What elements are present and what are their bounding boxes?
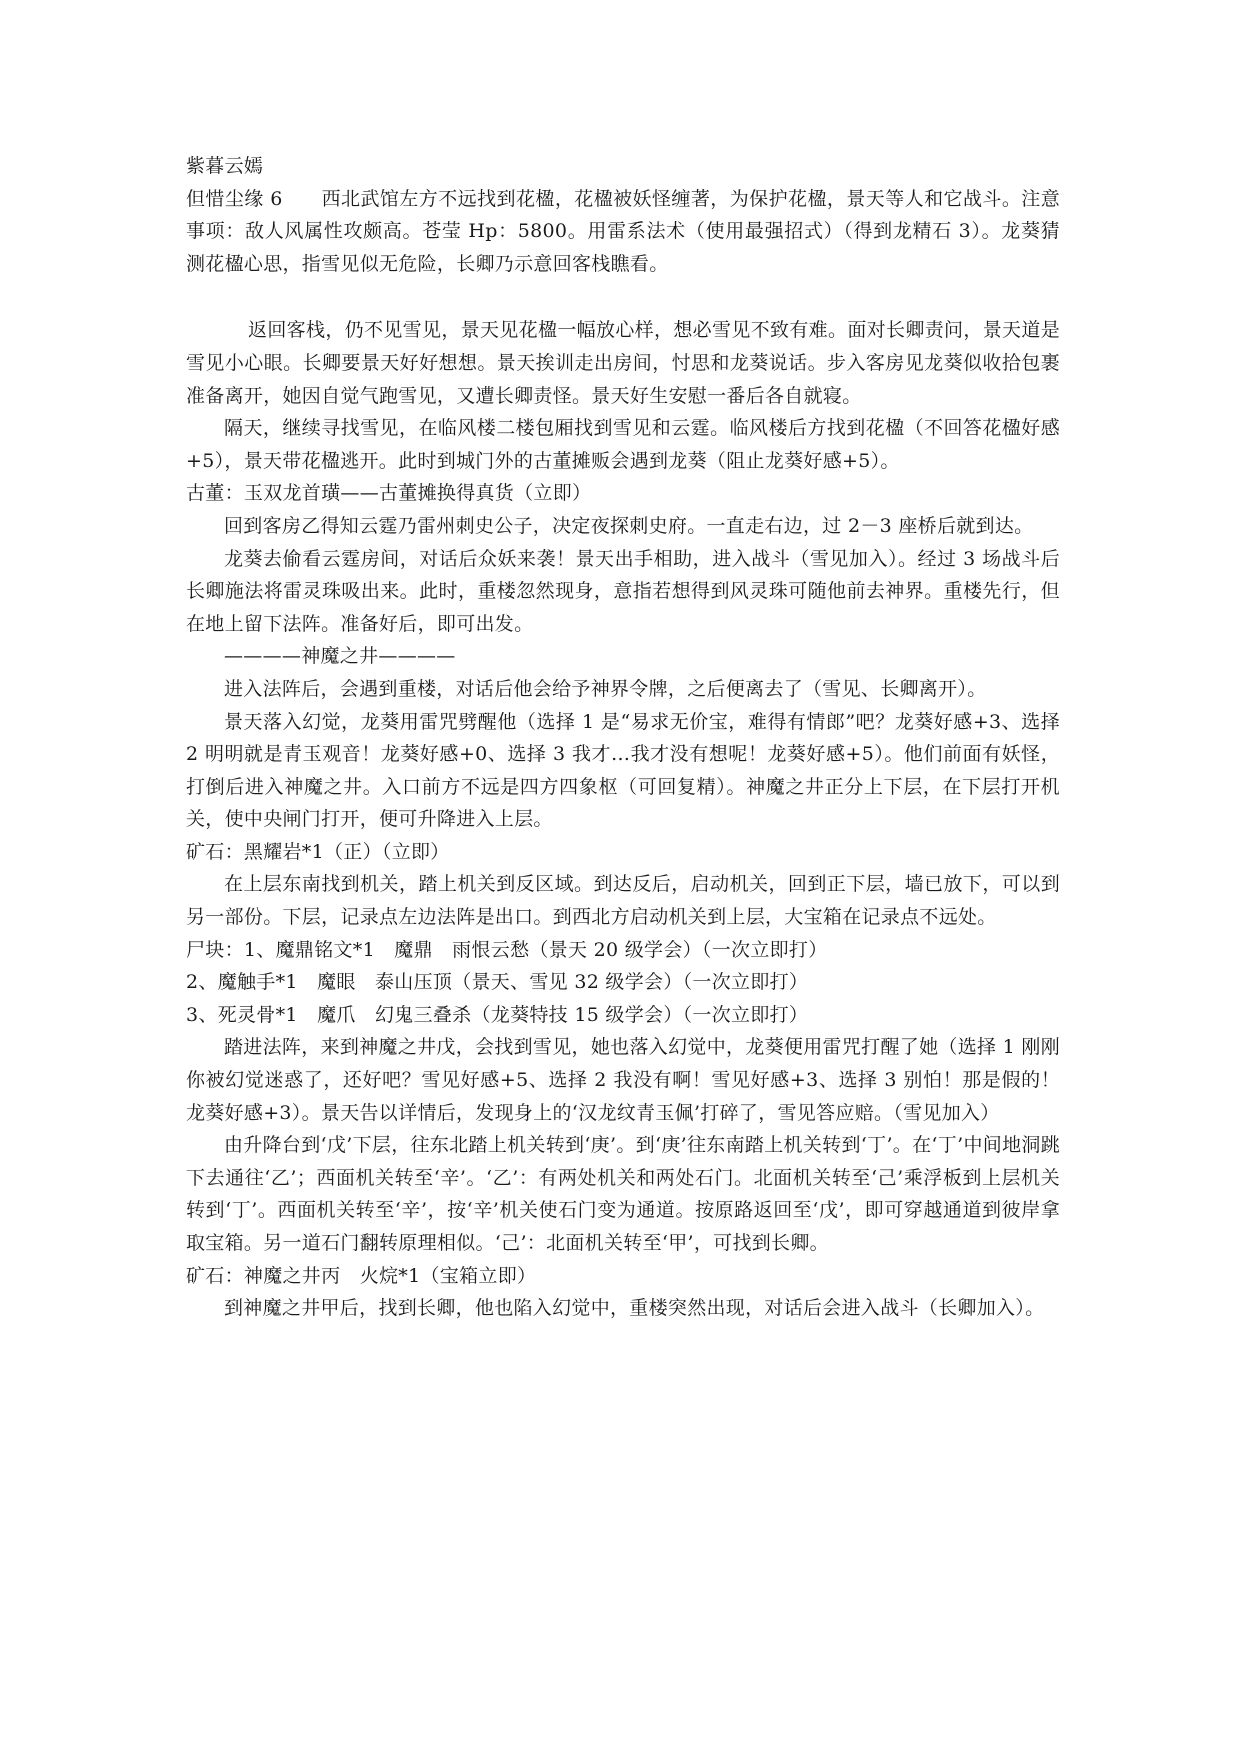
paragraph: 但惜尘缘 6 西北武馆左方不远找到花楹，花楹被妖怪缠著，为保护花楹，景天等人和它战斗。注意事项：敌人风属性攻颇高。苍莹 Hp：5800。用雷系法术（使用最强招式）（得到龙精石 3）。龙葵猜测花楹心思，指雪见似无危险，长卿乃示意回客栈瞧看。 bbox=[186, 187, 1060, 275]
paragraph: 返回客栈，仍不见雪见，景天见花楹一幅放心样，想必雪见不致有难。面对长卿责问，景天道是雪见小心眼。长卿要景天好好想想。景天挨训走出房间，忖思和龙葵说话。步入客房见龙葵似收拾包裹准备离开，她因自觉气跑雪见，又遭长卿责怪。景天好生安慰一番后各自就寝。 bbox=[186, 319, 1060, 407]
paragraph: 回到客房乙得知云霆乃雷州刺史公子，决定夜探刺史府。一直走右边，过 2－3 座桥后就到达。 bbox=[224, 514, 1034, 537]
paragraph: 踏进法阵，来到神魔之井戊，会找到雪见，她也落入幻觉中，龙葵便用雷咒打醒了她（选择 1 刚刚你被幻觉迷惑了，还好吧？雪见好感+5、选择 2 我没有啊！雪见好感+3、选择 3 别怕！那是假的！龙葵好感+3）。景天告以详情后，发现身上的‘汉龙纹青玉佩’打碎了，雪见答应赔。（雪见加入） bbox=[186, 1036, 1060, 1124]
section-heading: ————神魔之井———— bbox=[224, 645, 456, 668]
item-note: 矿石：神魔之井丙 火烷*1（宝箱立即） bbox=[186, 1264, 537, 1287]
item-note: 矿石：黑耀岩*1（正）（立即） bbox=[186, 840, 450, 863]
paragraph: 到神魔之井甲后，找到长卿，他也陷入幻觉中，重楼突然出现，对话后会进入战斗（长卿加入）。 bbox=[224, 1297, 1045, 1320]
paragraph: 隔天，继续寻找雪见，在临风楼二楼包厢找到雪见和云霆。临风楼后方找到花楹（不回答花楹好感+5），景天带花楹逃开。此时到城门外的古董摊贩会遇到龙葵（阻止龙葵好感+5）。 bbox=[186, 417, 1060, 472]
paragraph: 由升降台到‘戊’下层，往东北踏上机关转到‘庚’。到‘庚’往东南踏上机关转到‘丁’。在‘丁’中间地洞跳下去通往‘乙’；西面机关转至‘辛’。‘乙’：有两处机关和两处石门。北面机关转至‘己’乘浮板到上层机关转到‘丁’。西面机关转至‘辛’，按‘辛’机关使石门变为通道。按原路返回至‘戊’，即可穿越通道到彼岸拿取宝箱。另一道石门翻转原理相似。‘己’：北面机关转至‘甲’，可找到长卿。 bbox=[186, 1134, 1060, 1254]
paragraph: 景天落入幻觉，龙葵用雷咒劈醒他（选择 1 是“易求无价宝，难得有情郎”吧？龙葵好感+3、选择 2 明明就是青玉观音！龙葵好感+0、选择 3 我才…我才没有想呢！龙葵好感+5）。他们前面有妖怪，打倒后进入神魔之井。入口前方不远是四方四象枢（可回复精）。神魔之井正分上下层，在下层打开机关，使中央闸门打开，便可升降进入上层。 bbox=[186, 710, 1060, 831]
paragraph: 进入法阵后，会遇到重楼，对话后他会给予神界令牌，之后便离去了（雪见、长卿离开）。 bbox=[224, 677, 987, 700]
document-page bbox=[186, 150, 1060, 1325]
blank-line bbox=[186, 280, 1060, 314]
paragraph: 在上层东南找到机关，踏上机关到反区域。到达反后，启动机关，回到正下层，墙已放下，可以到另一部份。下层，记录点左边法阵是出口。到西北方启动机关到上层，大宝箱在记录点不远处。 bbox=[186, 873, 1060, 929]
paragraph: 龙葵去偷看云霆房间，对话后众妖来袭！景天出手相助，进入战斗（雪见加入）。经过 3 场战斗后长卿施法将雷灵珠吸出来。此时，重楼忽然现身，意指若想得到风灵珠可随他前去神界。重楼先行，但在地上留下法阵。准备好后，即可出发。 bbox=[186, 547, 1060, 635]
item-note: 2、魔触手*1 魔眼 泰山压顶（景天、雪见 32 级学会）（一次立即打） bbox=[186, 971, 809, 994]
item-note: 尸块：1、魔鼎铭文*1 魔鼎 雨恨云愁（景天 20 级学会）（一次立即打） bbox=[186, 938, 828, 961]
item-note: 3、死灵骨*1 魔爪 幻鬼三叠杀（龙葵特技 15 级学会）（一次立即打） bbox=[186, 1003, 809, 1026]
item-note: 古董：玉双龙首璜——古董摊换得真货（立即） bbox=[186, 482, 592, 505]
document-title: 紫暮云嫣 bbox=[186, 155, 264, 177]
